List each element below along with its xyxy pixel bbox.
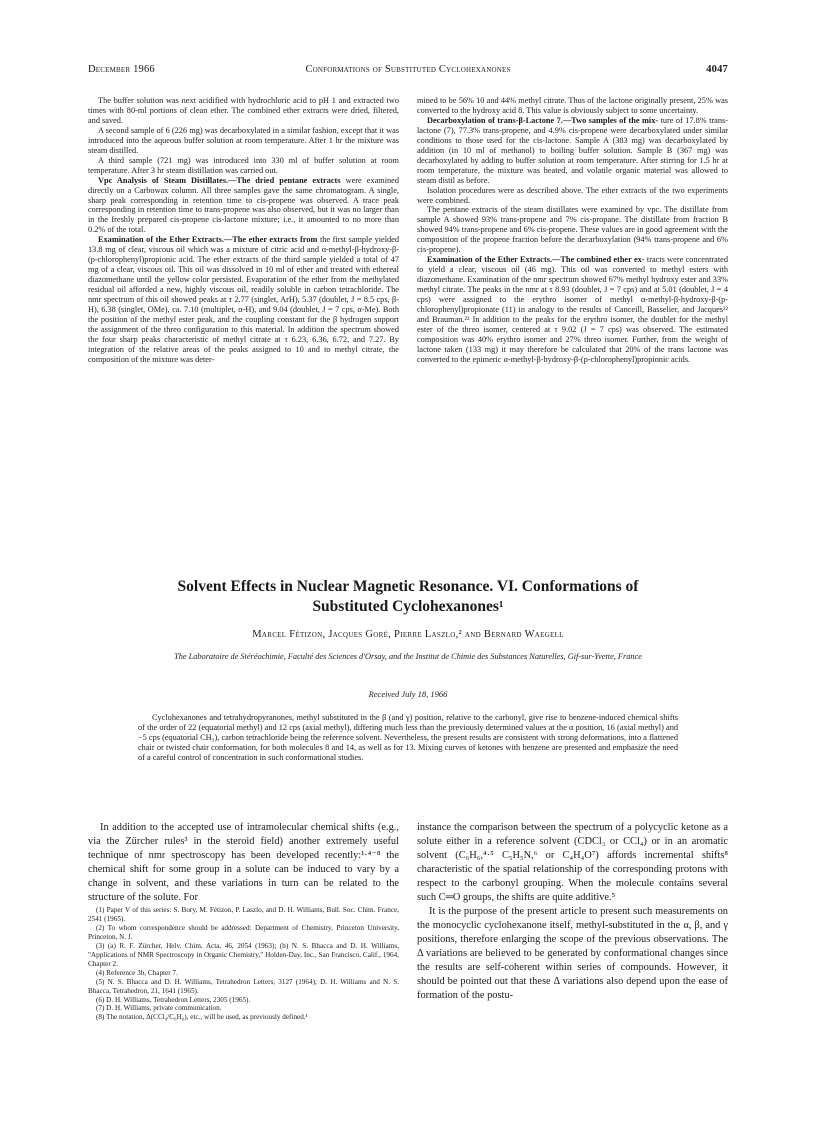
introduction-left-column: [88, 821, 399, 905]
paragraph: Isolation procedures were as described above. The ether extracts of the two experiments were combined.: [417, 185, 728, 205]
paragraph: The buffer solution was next acidified with hydrochloric acid to pH 1 and extracted two times with 80-ml portions of clean ether. The combined ether extracts were dried, filtered, and saved.: [88, 96, 399, 125]
footnote: (6) D. H. Williams, Tetrahedron Letters, 2305 (1965).: [96, 995, 251, 1004]
paragraph: The pentane extracts of the steam distillates were examined by vpc. The distillate from sample A showed 93% trans-propene and 7% cis-propane. The distillate from fraction B showed 94% trans-propene and 6% cis-propene. These values are in good agreement with the composition of the propene fraction before the decarboxylation (94% trans-propene and 6% cis-propene).: [417, 205, 728, 255]
section-run-in-head: Decarboxylation of trans-β-Lactone 7.—Two samples of the mix-: [427, 115, 659, 125]
section-run-in-head: Examination of the Ether Extracts.—The ether extracts from: [98, 235, 318, 245]
paragraph: A second sample of 6 (226 mg) was decarboxylated in a similar fashion, except that it was introduced into the aqueous buffer solution at room temperature. After 1 hr the mixture was steam distilled.: [88, 125, 399, 155]
footnote: (8) The notation, Δ(CCl₄/C₆H₆), etc., will be used, as previously defined.¹: [96, 1013, 308, 1022]
paragraph: Decarboxylation of trans-β-Lactone 7.—Two samples of the mix- ture of 17.8% trans-lactone (7), 77.3% trans-propene, and 4.9% cis-propene were decarboxylated under similar conditions to those used for the cis-lactone. Sample A (383 mg) was decarboxylated by addition (in 10 ml of methanol) to boiling buffer solution. Sample B (367 mg) was decarboxylated by adding to buffer solution at room temperature. After stirring for 1.5 hr at room temperature, the mixture was heated, and volatile organic material was allowed to steam distil as before.: [417, 115, 729, 185]
header-date: December 1966: [88, 64, 155, 75]
running-header: [88, 64, 728, 78]
article-abstract: Cyclohexanones and tetrahydropyranones, methyl substituted in the β (and γ) position, relative to the carbonyl, give rise to benzene-induced chemical shifts of the order of 22 (equatorial methyl) and 12 cps (axial methyl), differing much less than the previously determined values at the α position, 16 (axial methyl) and −5 cps (equatorial CH₃), carbon tetrachloride being the reference solvent. Nevertheless, the present results are consistent with strong deformations, into a flattened chair or twisted chair conformation, for both molecules 8 and 14, as well as for 13. Mixing curves of ketones with benzene are presented and emphasize the need of a careful control of concentration in such conformational studies.: [138, 713, 678, 762]
received-date: Received July 18, 1966: [368, 689, 448, 699]
footnote: (7) D. H. Williams, private communication.: [96, 1004, 222, 1013]
article-affiliation: The Laboratoire de Stéréochimie, Faculté des Sciences d'Orsay, and the Institut de Chimie des Substances Naturelles, Gif-sur-Yvette, France: [174, 652, 642, 661]
page-number: 4047: [706, 64, 728, 75]
section-run-in-head: Vpc Analysis of Steam Distillates.—The dried pentane extracts: [98, 175, 341, 185]
footnote: (1) Paper V of this series: S. Bory, M. Fétizon, P. Laszlo, and D. H. Williams, Bull. Soc. Chim. France, 2541 (1965).: [88, 906, 399, 923]
paragraph: instance the comparison between the spectrum of a polycyclic ketone as a solute either in a reference solvent (CDCl₃ or CCl₄) or in an aromatic solvent (C₆H₆,⁴·⁵ C₅H₅N,⁶ or C₄H₄O⁷) affords incremental shifts⁸ characteristic of the spatial relationship of the corresponding protons with respect to the carbonyl grouping. When the molecule contains several such C═O groups, the shifts are quite additive.⁵: [417, 822, 728, 903]
paragraph: A third sample (721 mg) was introduced into 330 ml of buffer solution at room temperature. After 3 hr steam distillation was carried out.: [88, 155, 399, 175]
paragraph: Examination of the Ether Extracts.—The ether extracts from the first sample yielded 13.8 mg of clear, viscous oil which was a mixture of citric acid and α-methyl-β-hydroxy-β-(p-chlorophenyl)propionic acid. The ether extracts of the third sample yielded a total of 47 mg of a clear, viscous oil. This oil was dissolved in 10 ml of ether and treated with ethereal diazomethane until the yellow color persisted. Evaporation of the ether from the methylated residual oil afforded a new, highly viscous oil, readily soluble in carbon tetrachloride. The nmr spectrum of this oil showed peaks at τ 2.77 (singlet, ArH), 5.37 (doublet, J = 8.5 cps, β-H), 6.38 (singlet, OMe), ca. 7.10 (multiplet, α-H), and 9.04 (doublet, J = 7 cps, α-Me). Both the position of the methyl ester peak, and the coupling constant for the β hydrogen support the assignment of the threo configuration to this material. In addition the spectrum showed the four sharp peaks characteristic of methyl citrate at τ 6.23, 6.36, 6.72, and 7.27. By integration of the relative areas of the peaks assigned to 10 and to methyl citrate, the composition of the mixture was deter-: [88, 235, 399, 364]
paragraph: In addition to the accepted use of intramolecular chemical shifts (e.g., via the Zürcher rules³ in the steroid field) another extremely useful technique of nmr spectroscopy has been developed recently:¹·⁴⁻⁸ the chemical shift for some group in a solute can be induced to vary by a change in solvent, and these variations in turn can be related to the structure of the solute. For: [88, 822, 399, 903]
footnote: (3) (a) R. F. Zürcher, Helv. Chim. Acta, 46, 2054 (1963); (b) N. S. Bhacca and D. H. Williams, "Applications of NMR Spectroscopy in Organic Chemistry," Holden-Day, Inc., San Francisco, Calif., 1964, Chapter 2.: [88, 941, 399, 968]
paragraph: It is the purpose of the present article to present such measurements on the monocyclic cyclohexanone itself, methyl-substituted in the α, β, and γ positions, therefore enlarging the scope of the previous observations. The Δ variations are believed to be generated by conformational changes since the results are self-coherent within series of compounds. However, it should be pointed out that these Δ variations also depend upon the ease of formation of the postu-: [417, 906, 728, 1001]
article-title: Solvent Effects in Nuclear Magnetic Resonance. VI. Conformations of Substituted Cyclohexanones¹: [177, 578, 639, 615]
continued-text-right-column: [417, 96, 728, 365]
section-run-in-head: Examination of the Ether Extracts.—The combined ether ex-: [427, 255, 645, 265]
paragraph: Examination of the Ether Extracts.—The combined ether ex- tracts were concentrated to yield a clear, viscous oil (46 mg). This oil was converted to methyl esters with diazomethane. Examination of the nmr spectrum showed 67% methyl hydroxy ester and 33% methyl citrate. The peaks in the nmr at τ 8.93 (doublet, J = 7 cps) and at 5.01 (doublet, J = 4 cps) were assigned to the erythro isomer of methyl α-methyl-β-hydroxy-β-(p-chlorophenyl)propionate (11) in analogy to the results of Canceill, Basselier, and Jacques²² and Brauman.²³ In addition to the peaks for the erythro isomer, the doublet for the methyl ester of the threo isomer, centered at τ 9.02 (J = 7 cps) was observed. The estimated composition was 40% erythro isomer and 27% threo isomer. Further, from the weight of lactone taken (133 mg) it may therefore be calculated that 20% of the trans lactone was converted to the epimeric α-methyl-β-hydroxy-β-(p-chlorophenyl)propionic acids.: [417, 255, 728, 364]
header-title: Conformations of Substituted Cyclohexanones: [305, 64, 511, 75]
footnote: (5) N. S. Bhacca and D. H. Williams, Tetrahedron Letters, 3127 (1964); D. H. Williams and N. S. Bhacca, Tetrahedron, 21, 1641 (1965).: [88, 977, 399, 995]
introduction-right-column: [417, 821, 728, 1003]
footnote: (2) To whom correspondence should be addressed: Department of Chemistry, Princeton University, Princeton, N. J.: [88, 923, 399, 941]
paragraph: Vpc Analysis of Steam Distillates.—The dried pentane extracts were examined directly on a Carbowax column. All three samples gave the same chromatogram. A single, sharp peak corresponding in retention time to cis-propene was observed. A trace peak corresponding in retention time to trans-propene was also observed, but it was no larger than in the freshly prepared cis-propene cis-lactone mixture; i.e., it amounted to no more than 0.2% of the total.: [88, 175, 400, 235]
article-authors: Marcel Fétizon, Jacques Goré, Pierre Laszlo,² and Bernard Waegell: [252, 629, 564, 640]
footnote: (4) Reference 3b, Chapter 7.: [96, 968, 178, 977]
paragraph: mined to be 56% 10 and 44% methyl citrate. Thus of the lactone originally present, 25% was converted to the hydroxy acid 8. This value is obviously subject to some uncertainty.: [417, 96, 728, 115]
continued-text-left-column: [88, 96, 399, 365]
footnotes: [88, 906, 399, 1022]
